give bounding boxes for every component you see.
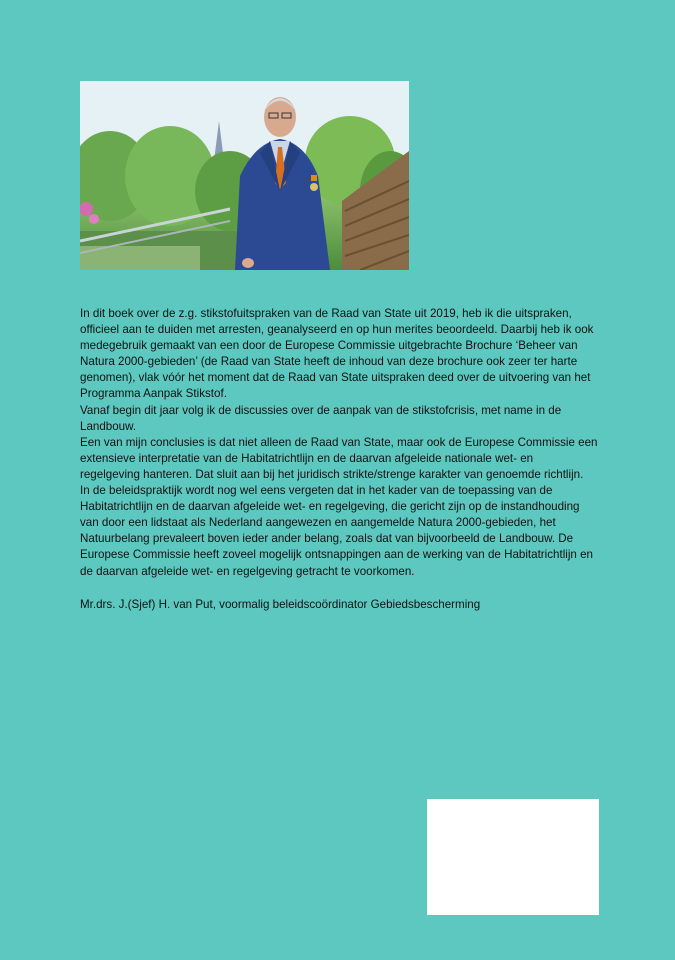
text-line: regelgeving hanteren. Dat sluit aan bij het juridisch strikte/strenge karakter van genoemde richtlijn. (80, 467, 584, 481)
text-line: medegebruik gemaakt van een door de Europese Commissie uitgebrachte Brochure ‘Beheer van (80, 339, 578, 353)
text-line: Habitatrichtlijn en de daarvan afgeleide wet- en regelgeving, die gericht zijn op de instandhouding (80, 500, 580, 514)
text-line: Natuurbelang prevaleert boven ieder ander belang, zoals dat van bijvoorbeeld de Landbouw. De (80, 532, 574, 546)
text-line: Programma Aanpak Stikstof. (80, 387, 227, 401)
text-line: van door een lidstaat als Nederland aangewezen en aangemelde Natura 2000-gebieden, het (80, 516, 556, 530)
text-line: officieel aan te duiden met arresten, geanalyseerd en op hun merites beoordeeld. Daarbij heb ik ook (80, 323, 594, 337)
back-cover-text (80, 306, 600, 580)
author-portrait-photo (80, 81, 409, 270)
text-line: Natura 2000-gebieden’ (de Raad van State heeft de inhoud van deze brochure ook zeer ter harte (80, 355, 578, 369)
text-line: In de beleidspraktijk wordt nog wel eens vergeten dat in het kader van de toepassing van de (80, 484, 553, 498)
text-line: Vanaf begin dit jaar volg ik de discussies over de aanpak van de stikstofcrisis, met name in de (80, 403, 562, 417)
text-line: de daarvan afgeleide wet- en regelgeving getracht te voorkomen. (80, 564, 415, 578)
text-line: In dit boek over de z.g. stikstofuitspraken van de Raad van State uit 2019, heb ik die uitspraken, (80, 307, 572, 320)
text-line: genomen), vlak vóór het moment dat de Raad van State uitspraken deed over de uitvoering van het (80, 371, 591, 385)
text-line: Een van mijn conclusies is dat niet alleen de Raad van State, maar ook de Europese Commissie een (80, 435, 598, 449)
text-line: Landbouw. (80, 419, 137, 433)
text-line: Europese Commissie heeft zoveel mogelijk ontsnappingen aan de werking van de Habitatrichtlijn en (80, 548, 593, 562)
text-line: extensieve interpretatie van de Habitatrichtlijn en de daarvan afgeleide nationale wet- en (80, 451, 534, 465)
author-signature: Mr.drs. J.(Sjef) H. van Put, voormalig beleidscoördinator Gebiedsbescherming (80, 598, 481, 611)
barcode-placeholder-box (427, 799, 599, 915)
